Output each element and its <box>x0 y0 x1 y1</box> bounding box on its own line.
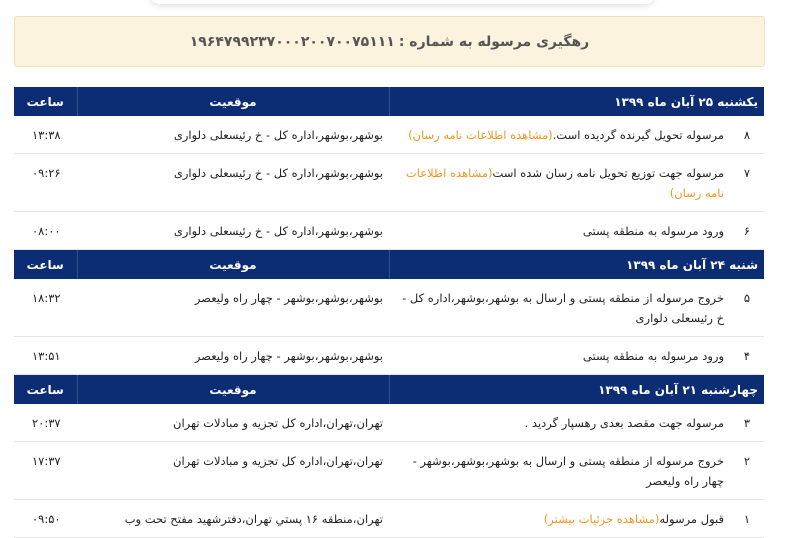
event-time: ۱۳:۳۸ <box>14 116 77 154</box>
event-details-link[interactable]: (مشاهده اطلاعات نامه رسان) <box>405 166 725 200</box>
event-location: بوشهر،بوشهر،اداره کل - خ رئیسعلی دلواری <box>77 116 389 154</box>
event-location: تهران،تهران،اداره کل تجزیه و مبادلات تهران <box>77 404 389 442</box>
event-time: ۲۰:۳۷ <box>14 404 77 442</box>
event-row <box>14 500 764 538</box>
event-time: ۱۸:۳۲ <box>14 279 77 337</box>
event-row <box>14 442 764 500</box>
event-time: ۰۹:۵۰ <box>14 500 77 538</box>
event-number: ۲ <box>730 442 764 500</box>
event-description: مرسوله تحویل گیرنده گردیده است. <box>552 128 725 142</box>
event-description: مرسوله جهت مقصد بعدی رهسپار گردید . <box>524 416 725 430</box>
top-card-edge <box>150 0 655 4</box>
tracking-title-banner <box>14 16 765 67</box>
event-description-cell <box>389 154 730 212</box>
event-description-cell <box>389 212 730 250</box>
event-time: ۰۸:۰۰ <box>14 212 77 250</box>
event-location: بوشهر،بوشهر،اداره کل - خ رئیسعلی دلواری <box>77 212 389 250</box>
event-number: ۷ <box>730 154 764 212</box>
event-row <box>14 404 764 442</box>
event-description-cell <box>389 279 730 337</box>
tracking-table-body <box>14 87 764 538</box>
time-column-header: ساعت <box>14 375 77 405</box>
event-description-cell <box>389 442 730 500</box>
event-row <box>14 212 764 250</box>
event-number: ۳ <box>730 404 764 442</box>
event-location: تهران،تهران،اداره کل تجزیه و مبادلات تهران <box>77 442 389 500</box>
event-location: تهران،منطقه ۱۶ پستي تهران،دفترشهید مفتح تحت وب <box>77 500 389 538</box>
event-location: بوشهر،بوشهر،بوشهر - چهار راه ولیعصر <box>77 337 389 375</box>
event-location: بوشهر،بوشهر،بوشهر - چهار راه ولیعصر <box>77 279 389 337</box>
time-column-header: ساعت <box>14 250 77 280</box>
date-header-row <box>14 87 764 116</box>
event-description-cell <box>389 500 730 538</box>
time-column-header: ساعت <box>14 87 77 116</box>
event-row <box>14 279 764 337</box>
tracking-number: ۱۹۶۴۷۹۹۲۳۷۰۰۰۲۰۰۷۰۰۷۵۱۱۱ <box>189 33 395 50</box>
event-row <box>14 154 764 212</box>
date-header: شنبه ۲۴ آبان ماه ۱۳۹۹ <box>389 250 764 280</box>
date-header-row <box>14 250 764 280</box>
event-number: ۵ <box>730 279 764 337</box>
event-description-cell <box>389 337 730 375</box>
date-header: چهارشنبه ۲۱ آبان ماه ۱۳۹۹ <box>389 375 764 405</box>
event-number: ۱ <box>730 500 764 538</box>
location-column-header: موقعیت <box>77 250 389 280</box>
event-description: مرسوله جهت توزیع تحویل نامه رسان شده است <box>492 166 725 180</box>
event-location: بوشهر،بوشهر،اداره کل - خ رئیسعلی دلواری <box>77 154 389 212</box>
event-number: ۴ <box>730 337 764 375</box>
event-time: ۱۷:۳۷ <box>14 442 77 500</box>
event-details-link[interactable]: (مشاهده اطلاعات نامه رسان) <box>408 128 553 142</box>
location-column-header: موقعیت <box>77 87 389 116</box>
event-description-cell <box>389 404 730 442</box>
location-column-header: موقعیت <box>77 375 389 405</box>
event-description: ورود مرسوله به منطقه پستی <box>582 349 725 363</box>
event-time: ۰۹:۲۶ <box>14 154 77 212</box>
event-description: قبول مرسوله <box>659 512 725 526</box>
date-header-row <box>14 375 764 405</box>
event-description: ورود مرسوله به منطقه پستی <box>582 224 725 238</box>
event-number: ۶ <box>730 212 764 250</box>
event-row <box>14 116 764 154</box>
event-number: ۸ <box>730 116 764 154</box>
event-description-cell <box>389 116 730 154</box>
event-time: ۱۳:۵۱ <box>14 337 77 375</box>
event-row <box>14 337 764 375</box>
tracking-title-label: رهگیری مرسوله به شماره : <box>398 33 590 50</box>
event-description: خروج مرسوله از منطقه پستی و ارسال به بوشهر،بوشهر،بوشهر - چهار راه ولیعصر <box>412 454 725 488</box>
event-details-link[interactable]: (مشاهده جزئیات بیشتر) <box>543 512 660 526</box>
tracking-table <box>14 87 764 538</box>
date-header: یکشنبه ۲۵ آبان ماه ۱۳۹۹ <box>389 87 764 116</box>
event-description: خروج مرسوله از منطقه پستی و ارسال به بوشهر،بوشهر،اداره کل - خ رئیسعلی دلواری <box>402 291 725 325</box>
